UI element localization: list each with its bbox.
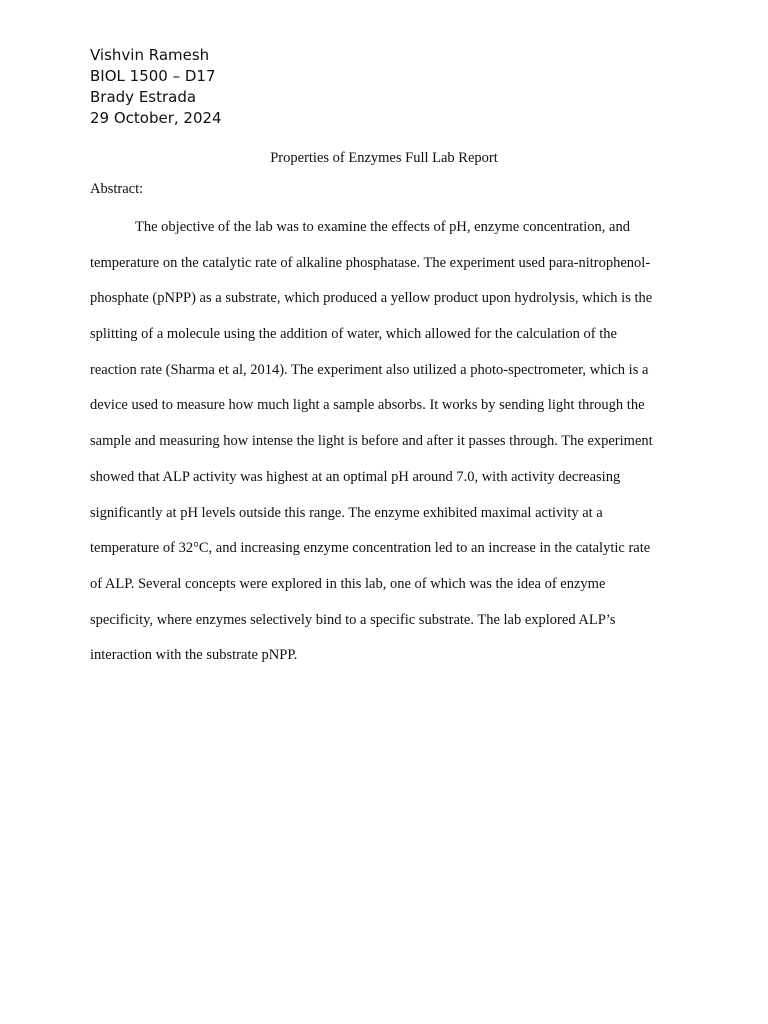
abstract-line: showed that ALP activity was highest at an optimal pH around 7.0, with activity decreasing (90, 468, 621, 485)
abstract-line: specificity, where enzymes selectively bind to a specific substrate. The lab explored ALP’s (90, 611, 616, 628)
abstract-line: device used to measure how much light a sample absorbs. It works by sending light through the (90, 397, 645, 414)
abstract-paragraph (90, 210, 678, 674)
abstract-line: sample and measuring how intense the light is before and after it passes through. The experiment (90, 433, 653, 450)
abstract-line: temperature of 32°C, and increasing enzyme concentration led to an increase in the catalytic rate (90, 540, 651, 557)
abstract-line: phosphate (pNPP) as a substrate, which produced a yellow product upon hydrolysis, which is the (90, 290, 653, 307)
abstract-line: The objective of the lab was to examine the effects of pH, enzyme concentration, and (135, 219, 630, 235)
report-date: 29 October, 2024 (90, 109, 222, 127)
abstract-heading: Abstract: (90, 181, 144, 197)
abstract-line: significantly at pH levels outside this range. The enzyme exhibited maximal activity at a (90, 504, 603, 521)
abstract-line: of ALP. Several concepts were explored in this lab, one of which was the idea of enzyme (90, 575, 606, 592)
abstract-line: splitting of a molecule using the addition of water, which allowed for the calculation of the (90, 326, 617, 343)
abstract-line: temperature on the catalytic rate of alkaline phosphatase. The experiment used para-nitrophenol- (90, 254, 651, 271)
abstract-line: interaction with the substrate pNPP. (90, 647, 298, 664)
document-header (90, 45, 222, 129)
abstract-line: reaction rate (Sharma et al, 2014). The experiment also utilized a photo-spectrometer, which is a (90, 361, 649, 378)
author-name: Vishvin Ramesh (90, 46, 210, 64)
report-title: Properties of Enzymes Full Lab Report (270, 150, 498, 166)
course-code: BIOL 1500 – D17 (90, 67, 216, 85)
instructor-name: Brady Estrada (90, 88, 197, 106)
